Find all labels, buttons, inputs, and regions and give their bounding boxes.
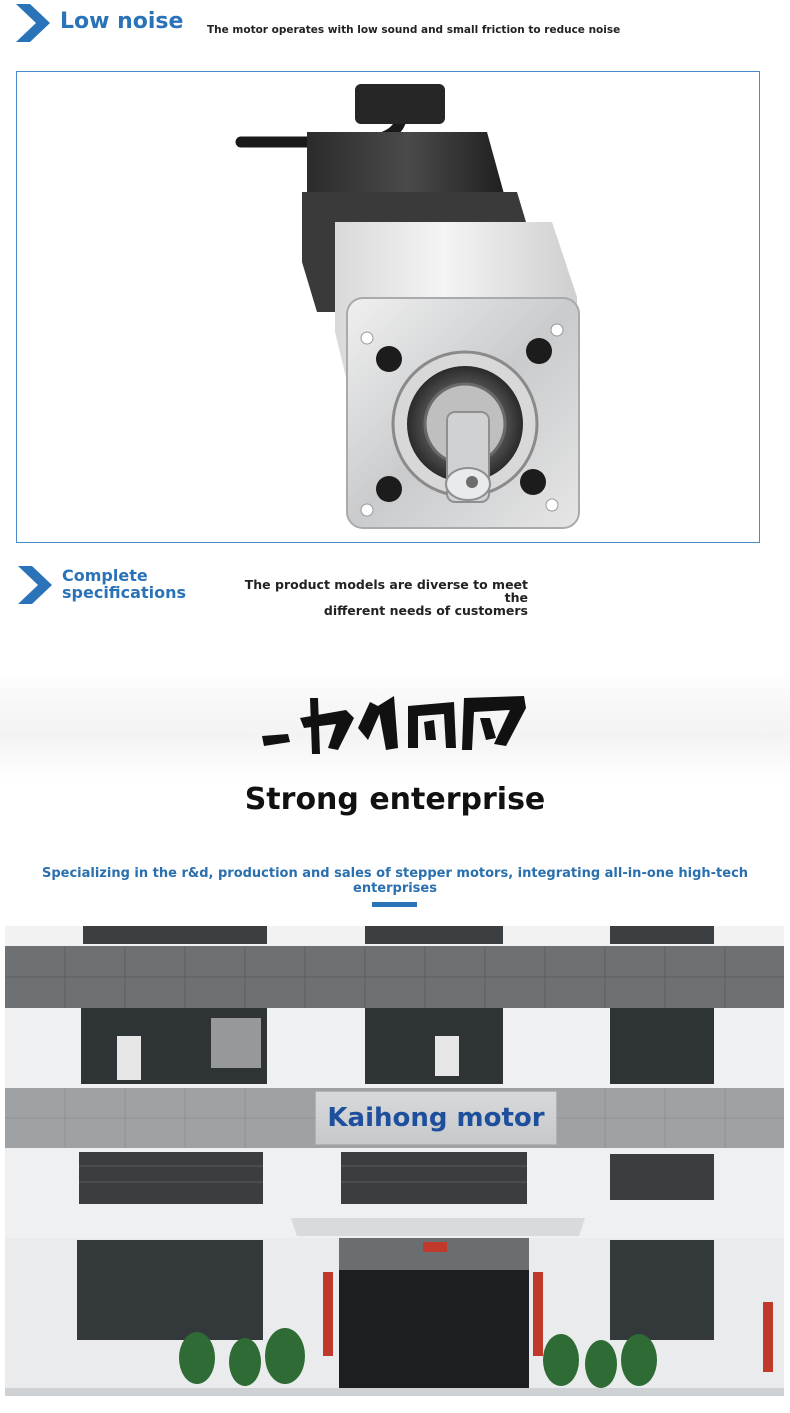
product-image-frame bbox=[16, 71, 760, 543]
building-facade-illustration bbox=[5, 926, 784, 1396]
section-desc-specifications bbox=[220, 578, 528, 617]
enterprise-title: Strong enterprise bbox=[244, 782, 546, 817]
stepper-motor-photo bbox=[17, 72, 758, 541]
brush-calligraphy-art bbox=[258, 688, 530, 758]
section-desc-line: different needs of customers bbox=[323, 603, 528, 618]
company-sign: Kaihong motor bbox=[315, 1091, 557, 1145]
section-title-line: specifications bbox=[62, 583, 186, 602]
factory-building-photo bbox=[5, 926, 784, 1396]
chevron-right-icon bbox=[18, 566, 52, 604]
section-title-line: Complete bbox=[62, 566, 148, 585]
section-desc-low-noise: The motor operates with low sound and small friction to reduce noise bbox=[207, 24, 621, 36]
enterprise-subtitle: Specializing in the r&d, production and sales of stepper motors, integrating all-in-one high-tech enterprises bbox=[41, 866, 749, 896]
section-desc-line: The product models are diverse to meet the bbox=[244, 577, 528, 605]
title-underline-bar bbox=[372, 902, 417, 907]
section-title-specifications bbox=[62, 567, 186, 601]
chevron-right-icon bbox=[16, 4, 50, 42]
section-title-low-noise: Low noise bbox=[60, 9, 184, 34]
